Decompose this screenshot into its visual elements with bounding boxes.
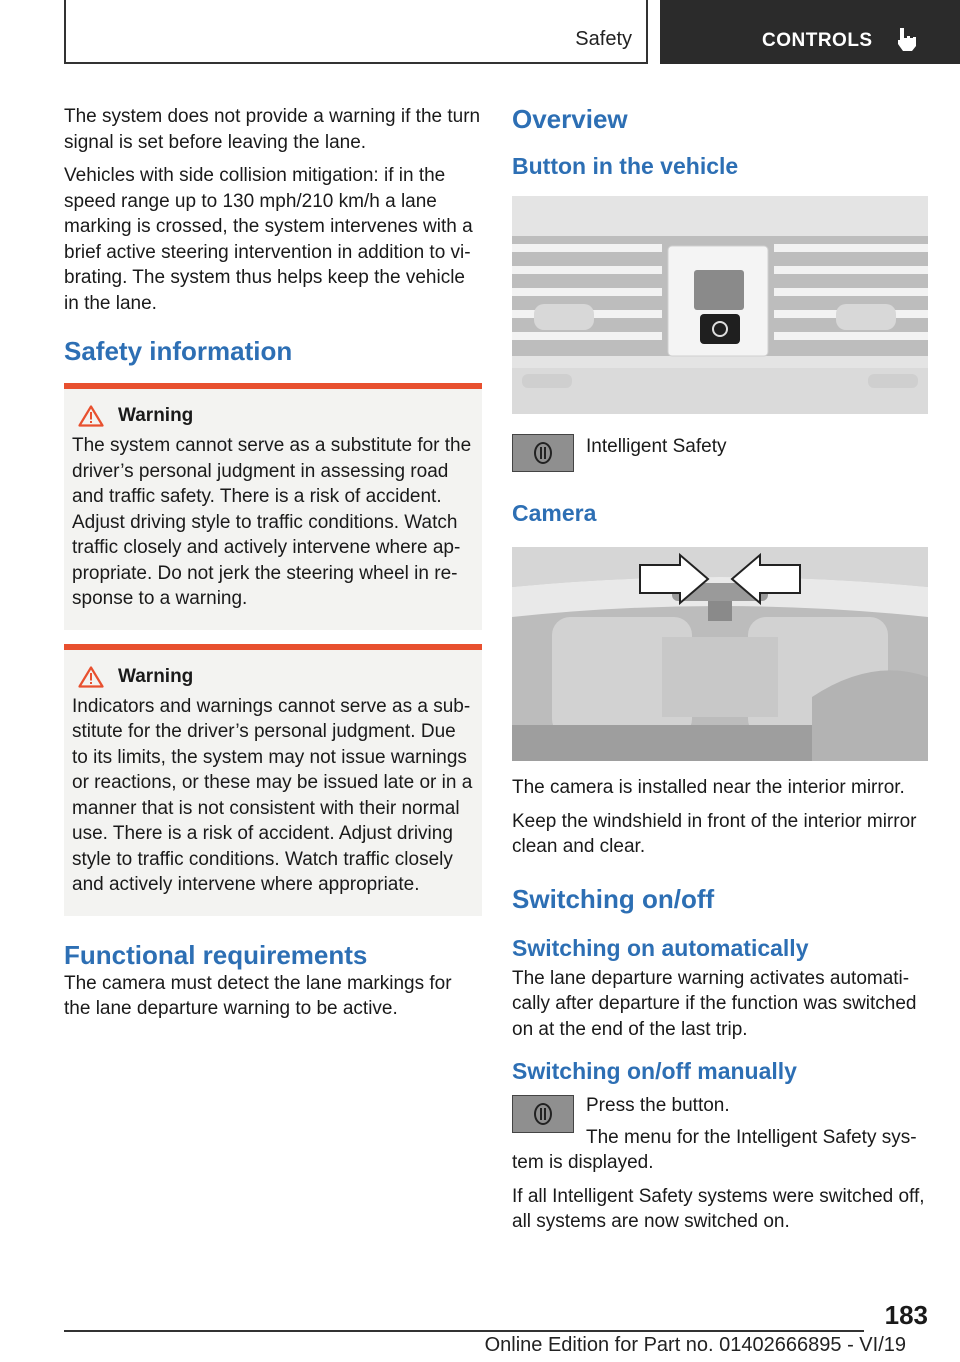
heading-switching-on-off: Switching on/off: [512, 883, 715, 914]
heading-safety-information: Safety information: [64, 336, 293, 366]
paragraph-camera-location: The camera is installed near the interior mirror.: [512, 777, 905, 798]
paragraph-all-systems: If all Intelligent Safety systems were switched off, all systems are now switched on.: [512, 1185, 925, 1232]
chapter-title: CONTROLS: [762, 30, 873, 51]
paragraph-auto: The lane departure warning activates automati‐cally after departure if the function was switched on at the end of the last trip.: [512, 967, 917, 1040]
warning-box-2: [64, 644, 482, 916]
warning-title: Warning: [118, 405, 194, 426]
heading-overview: Overview: [512, 104, 628, 134]
button-photo: [512, 196, 928, 414]
heading-switching-manually: Switching on/off manually: [512, 1058, 797, 1084]
header-section-tab: [64, 0, 648, 64]
section-title: Safety: [575, 28, 632, 50]
warning-text: Indicators and warnings cannot serve as a sub‐stitute for the driver’s personal judgment. Due to its limits, the system may not issue warnings or reactions, or these may be issued late or in a manner that is not consistent with their normal use. There is a risk of accident. Adjust driving style to traffic conditions. Watch traffic closely and actively intervene where appropriate.: [72, 695, 473, 895]
heading-functional-requirements: Functional requirements: [64, 939, 368, 970]
pointing-hand-icon: [894, 26, 920, 52]
paragraph-side-collision: Vehicles with side collision mitigation: if in the speed range up to 130 mph/210 km/h a lane marking is crossed, the system intervenes with a brief active steering intervention in addition to vi‐brating. The system thus helps keep the vehicle in the lane.: [64, 165, 473, 314]
footer-divider: [64, 1330, 864, 1332]
warning-box-1: [64, 383, 482, 630]
manual-instructions: [512, 1093, 928, 1235]
right-column: [512, 104, 928, 1243]
intelligent-safety-button-icon: [512, 434, 574, 472]
paragraph-menu-displayed: The menu for the Intelligent Safety sys‐tem is displayed.: [512, 1126, 917, 1173]
heading-switching-on-automatically: Switching on automatically: [512, 934, 809, 961]
button-legend-row: [512, 434, 928, 472]
warning-triangle-icon: [78, 405, 104, 427]
warning-triangle-icon: [78, 666, 104, 688]
page-number: 183: [884, 1300, 928, 1330]
heading-button-in-vehicle: Button in the vehicle: [512, 153, 739, 179]
edition-text: Online Edition for Part no. 01402666895 - VI/19: [484, 1334, 906, 1356]
paragraph-functional: The camera must detect the lane markings for the lane departure warning to be active.: [64, 972, 452, 1019]
heading-camera: Camera: [512, 500, 597, 526]
button-label: Intelligent Safety: [586, 436, 727, 457]
warning-text: The system cannot serve as a substitute for the driver’s personal judgment in assessing road and traffic safety. There is a risk of accident. Adjust driving style to traffic conditions. Watch traffic closely and actively intervene where ap‐propriate. Do not jerk the steering wheel in re‐sponse to a warning.: [72, 435, 472, 609]
header-chapter-tab: [660, 0, 960, 64]
left-column: [64, 104, 482, 1030]
paragraph-turn-signal: The system does not provide a warning if the turn signal is set before leaving the lane.: [64, 106, 481, 153]
warning-title: Warning: [118, 665, 194, 687]
intelligent-safety-button-icon: [512, 1095, 574, 1133]
car-interior-illustration: [512, 547, 928, 761]
paragraph-camera-clean: Keep the windshield in front of the interior mirror clean and clear.: [512, 810, 917, 857]
paragraph-press-button: Press the button.: [586, 1095, 730, 1116]
air-vent-illustration: [512, 196, 928, 414]
camera-photo: [512, 547, 928, 761]
